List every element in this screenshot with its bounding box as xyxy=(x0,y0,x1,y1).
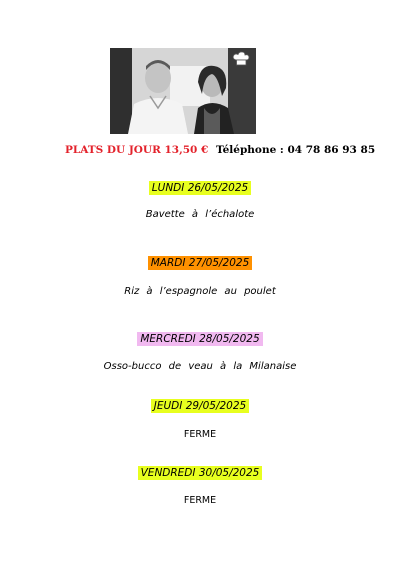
telephone-number: Téléphone : 04 78 86 93 85 xyxy=(216,144,376,156)
day-label-jeudi: JEUDI 29/05/2025 xyxy=(151,399,249,413)
chef-hat-icon xyxy=(232,51,250,67)
day-header-mercredi xyxy=(0,327,400,346)
owners-photo xyxy=(110,48,256,134)
day-header-vendredi xyxy=(0,461,400,480)
day-label-mardi: MARDI 27/05/2025 xyxy=(148,256,253,270)
dish-vendredi: FERME xyxy=(183,495,217,506)
day-header-lundi xyxy=(0,176,400,195)
day-label-lundi: LUNDI 26/05/2025 xyxy=(149,181,251,195)
day-header-jeudi xyxy=(0,394,400,413)
dish-lundi: Bavette à l’échalote xyxy=(145,209,255,220)
dish-mercredi: Osso-bucco de veau à la Milanaise xyxy=(103,361,297,372)
dish-mardi: Riz à l’espagnole au poulet xyxy=(124,286,276,297)
dish-jeudi: FERME xyxy=(183,429,217,440)
plats-du-jour-price: PLATS DU JOUR 13,50 € xyxy=(65,144,209,156)
header-line xyxy=(65,143,376,157)
day-label-mercredi: MERCREDI 28/05/2025 xyxy=(137,332,262,346)
day-label-vendredi: VENDREDI 30/05/2025 xyxy=(138,466,263,480)
day-header-mardi xyxy=(0,251,400,270)
